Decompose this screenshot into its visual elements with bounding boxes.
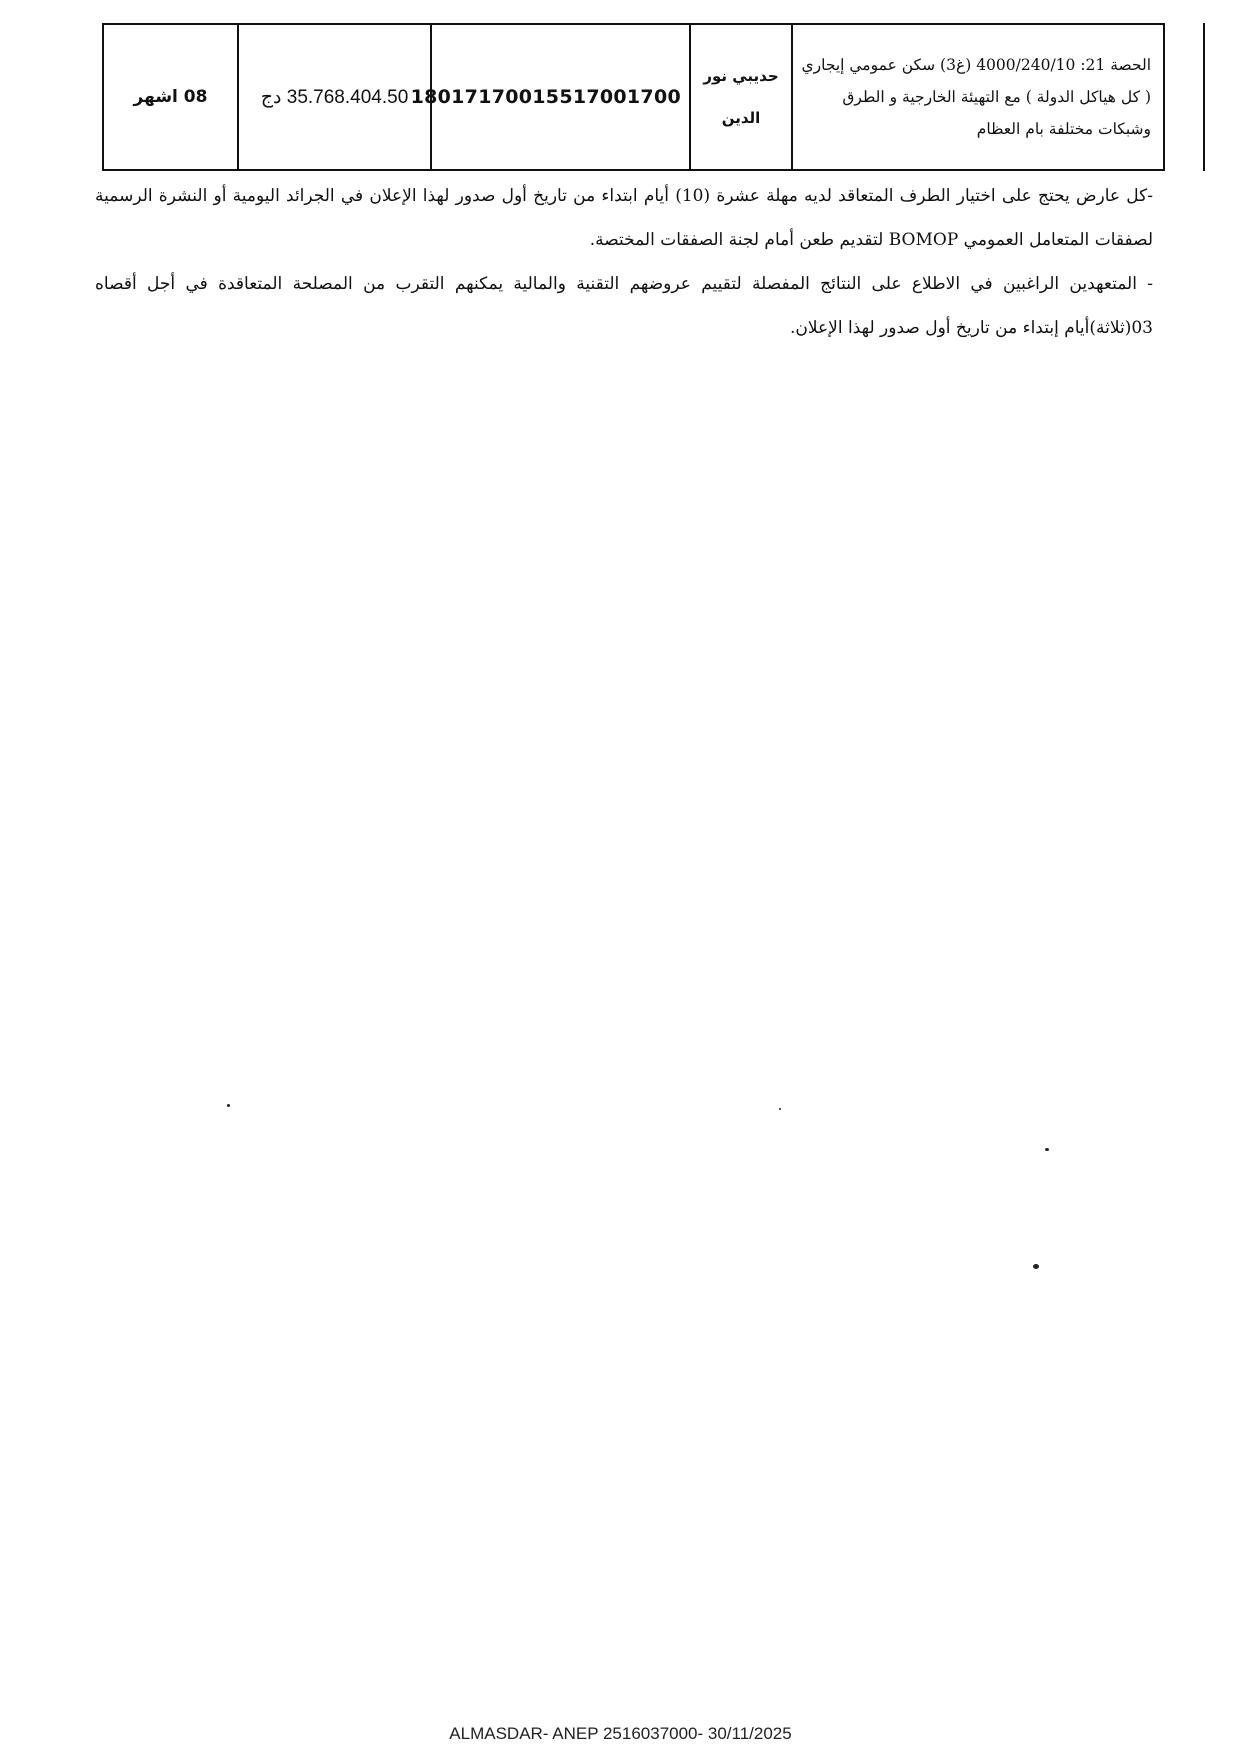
table-edge-rule bbox=[1203, 23, 1205, 171]
lot-description-cell: الحصة 21: 4000/240/10 (غ3) سكن عمومي إيجاري ( كل هياكل الدولة ) مع التهيئة الخارجية و الطرق وشبكات مختلفة بام العظام bbox=[792, 24, 1164, 170]
results-consultation-notice: - المتعهدين الراغبين في الاطلاع على النتائج المفصلة لتقييم عروضهم التقنية والمالية يمكنهم التقرب من المصلحة المتعاقدة في أجل أقصاه 03(ثلاثة)أيام إبتداء من تاريخ أول صدور لهذا الإعلان. bbox=[95, 274, 1153, 338]
results-table bbox=[102, 23, 1165, 171]
tax-id-cell: 18017170015517001700 bbox=[431, 24, 690, 170]
scan-speck bbox=[227, 1104, 230, 1107]
notices-section bbox=[95, 174, 1153, 350]
table-row bbox=[103, 24, 1164, 170]
amount-cell: 35.768.404.50 دج bbox=[238, 24, 431, 170]
appeal-notice: -كل عارض يحتج على اختيار الطرف المتعاقد لديه مهلة عشرة (10) أيام ابتداء من تاريخ أول صدور لهذا الإعلان في الجرائد اليومية أو النشرة الرسمية لصفقات المتعامل العمومي BOMOP لتقديم طعن أمام لجنة الصفقات المختصة. bbox=[95, 186, 1153, 250]
scan-speck bbox=[1033, 1264, 1039, 1269]
delay-cell: 08 اشهر bbox=[103, 24, 238, 170]
footer-reference: ALMASDAR- ANEP 2516037000- 30/11/2025 bbox=[449, 1724, 792, 1743]
scan-speck bbox=[779, 1108, 781, 1110]
contractor-name-cell: حديبي نور الدين bbox=[690, 24, 792, 170]
scan-speck bbox=[1045, 1148, 1049, 1151]
